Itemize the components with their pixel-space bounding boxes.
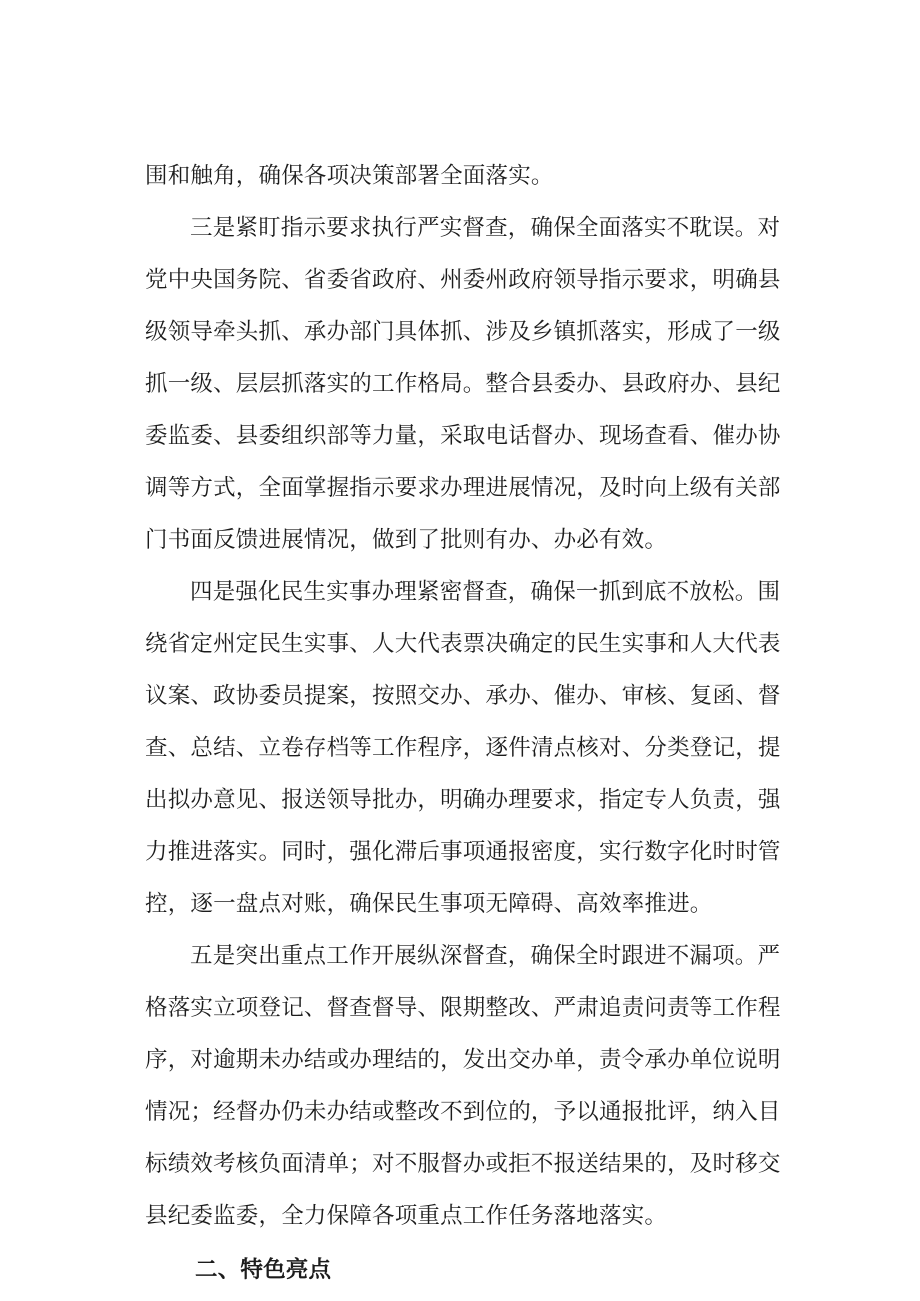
paragraph-4-line: 查、总结、立卷存档等工作程序，逐件清点核对、分类登记，提 <box>145 735 781 761</box>
paragraph-3-line: 级领导牵头抓、承办部门具体抓、涉及乡镇抓落实，形成了一级 <box>145 319 781 345</box>
paragraph-4-line: 控，逐一盘点对账，确保民生事项无障碍、高效率推进。 <box>145 891 713 917</box>
paragraph-continuation-line: 围和触角，确保各项决策部署全面落实。 <box>145 163 554 189</box>
paragraph-3-line: 党中央国务院、省委省政府、州委州政府领导指示要求，明确县 <box>145 267 781 293</box>
paragraph-4-line: 绕省定州定民生实事、人大代表票决确定的民生实事和人大代表 <box>145 631 781 657</box>
paragraph-3-line: 三是紧盯指示要求执行严实督查，确保全面落实不耽误。对 <box>190 215 781 241</box>
paragraph-4-line: 议案、政协委员提案，按照交办、承办、催办、审核、复函、督 <box>145 683 781 709</box>
paragraph-5-line: 五是突出重点工作开展纵深督查，确保全时跟进不漏项。严 <box>190 943 781 969</box>
paragraph-3-line: 委监委、县委组织部等力量，采取电话督办、现场查看、催办协 <box>145 423 781 449</box>
paragraph-5-line: 标绩效考核负面清单；对不服督办或拒不报送结果的，及时移交 <box>145 1151 781 1177</box>
paragraph-4-line: 力推进落实。同时，强化滞后事项通报密度，实行数字化时时管 <box>145 839 781 865</box>
document-body <box>145 150 805 1296</box>
paragraph-3-line: 调等方式，全面掌握指示要求办理进展情况，及时向上级有关部 <box>145 475 781 501</box>
paragraph-5-line: 序，对逾期未办结或办理结的，发出交办单，责令承办单位说明 <box>145 1047 781 1073</box>
paragraph-3-line: 抓一级、层层抓落实的工作格局。整合县委办、县政府办、县纪 <box>145 371 781 397</box>
paragraph-3-line: 门书面反馈进展情况，做到了批则有办、办必有效。 <box>145 527 668 553</box>
paragraph-4-line: 四是强化民生实事办理紧密督查，确保一抓到底不放松。围 <box>190 579 781 605</box>
paragraph-5-line: 县纪委监委，全力保障各项重点工作任务落地落实。 <box>145 1203 668 1229</box>
paragraph-5-line: 情况；经督办仍未办结或整改不到位的，予以通报批评，纳入目 <box>145 1099 781 1125</box>
paragraph-5-line: 格落实立项登记、督查督导、限期整改、严肃追责问责等工作程 <box>145 995 781 1021</box>
section-heading: 二、特色亮点 <box>195 1257 332 1283</box>
paragraph-4-line: 出拟办意见、报送领导批办，明确办理要求，指定专人负责，强 <box>145 787 781 813</box>
